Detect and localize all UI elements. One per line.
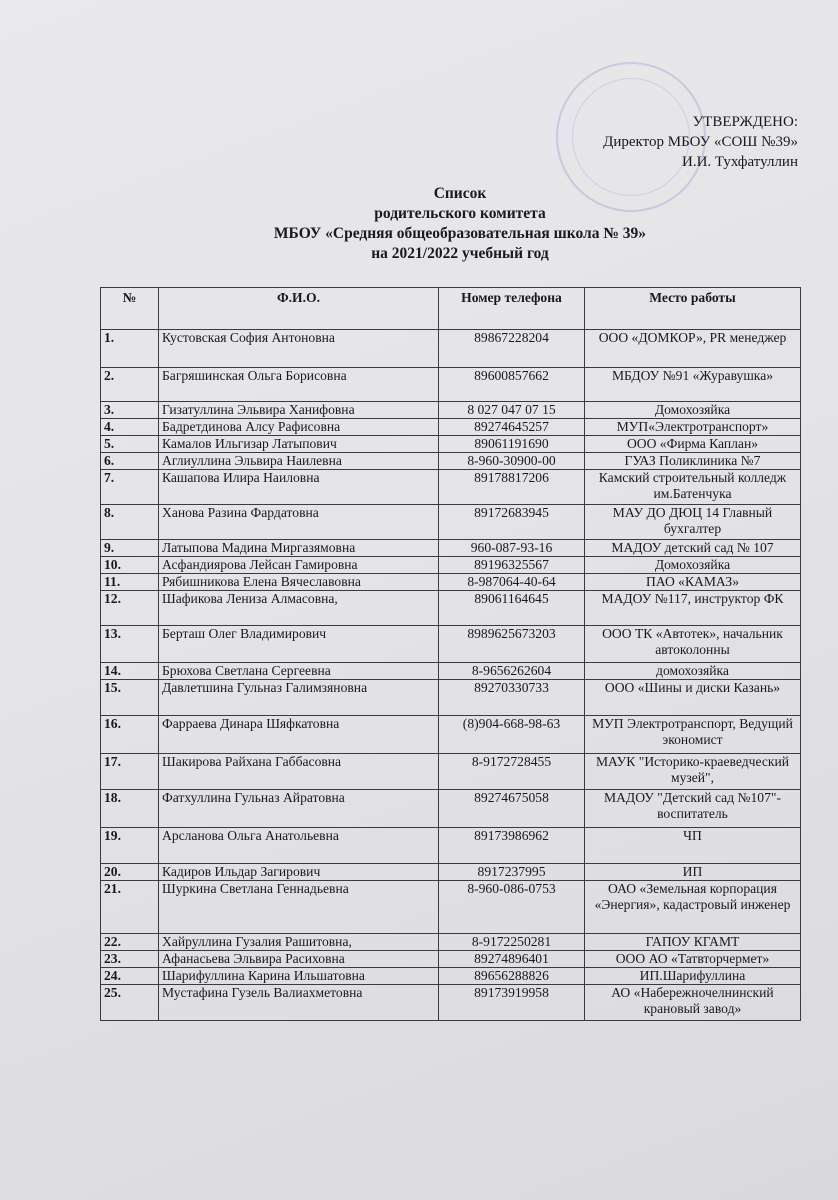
approval-position: Директор МБОУ «СОШ №39» <box>603 134 798 150</box>
row-number: 1. <box>101 330 159 368</box>
row-number: 6. <box>101 453 159 470</box>
title-line-2: родительского комитета <box>374 205 546 222</box>
row-number: 3. <box>101 402 159 419</box>
table-row <box>101 754 801 790</box>
row-workplace: МАУ ДО ДЮЦ 14 Главный бухгалтер <box>585 505 801 540</box>
header-phone: Номер телефона <box>439 288 585 330</box>
row-number: 8. <box>101 505 159 540</box>
row-number: 17. <box>101 754 159 790</box>
row-name: Шакирова Райхана Габбасовна <box>159 754 439 790</box>
row-name: Бадретдинова Алсу Рафисовна <box>159 419 439 436</box>
table-row <box>101 591 801 626</box>
row-number: 16. <box>101 716 159 754</box>
row-name: Давлетшина Гульназ Галимзяновна <box>159 680 439 716</box>
row-workplace: МУП Электротранспорт, Ведущий экономист <box>585 716 801 754</box>
row-name: Аглиуллина Эльвира Наилевна <box>159 453 439 470</box>
row-phone: 89270330733 <box>439 680 585 716</box>
row-number: 11. <box>101 574 159 591</box>
row-name: Берташ Олег Владимирович <box>159 626 439 663</box>
row-phone: 89867228204 <box>439 330 585 368</box>
table-row <box>101 574 801 591</box>
row-number: 12. <box>101 591 159 626</box>
row-workplace: ГАПОУ КГАМТ <box>585 934 801 951</box>
row-workplace: ООО АО «Татвторчермет» <box>585 951 801 968</box>
table-row <box>101 505 801 540</box>
row-number: 21. <box>101 881 159 934</box>
row-phone: (8)904-668-98-63 <box>439 716 585 754</box>
row-name: Фарраева Динара Шяфкатовна <box>159 716 439 754</box>
table-row <box>101 453 801 470</box>
row-phone: 89173919958 <box>439 985 585 1021</box>
row-phone: 8-987064-40-64 <box>439 574 585 591</box>
row-workplace: Камский строительный колледж им.Батенчука <box>585 470 801 505</box>
row-name: Арсланова Ольга Анатольевна <box>159 828 439 864</box>
row-phone: 89196325567 <box>439 557 585 574</box>
header-name: Ф.И.О. <box>159 288 439 330</box>
row-number: 15. <box>101 680 159 716</box>
row-name: Брюхова Светлана Сергеевна <box>159 663 439 680</box>
row-workplace: МАДОУ №117, инструктор ФК <box>585 591 801 626</box>
committee-table <box>100 287 801 1021</box>
table-row <box>101 663 801 680</box>
table-row <box>101 330 801 368</box>
table-row <box>101 968 801 985</box>
approval-signatory: И.И. Тухфатуллин <box>682 154 798 170</box>
table-row <box>101 680 801 716</box>
title-line-1: Список <box>433 185 487 202</box>
table-row <box>101 716 801 754</box>
row-name: Кустовская София Антоновна <box>159 330 439 368</box>
row-name: Мустафина Гузель Валиахметовна <box>159 985 439 1021</box>
row-name: Асфандиярова Лейсан Гамировна <box>159 557 439 574</box>
row-workplace: ОАО «Земельная корпорация «Энергия», кадастровый инженер <box>585 881 801 934</box>
table-row <box>101 864 801 881</box>
row-workplace: домохозяйка <box>585 663 801 680</box>
row-number: 18. <box>101 790 159 828</box>
table-row <box>101 790 801 828</box>
row-number: 14. <box>101 663 159 680</box>
table-body <box>101 330 801 1021</box>
row-number: 20. <box>101 864 159 881</box>
row-name: Шуркина Светлана Геннадьевна <box>159 881 439 934</box>
row-phone: 89274675058 <box>439 790 585 828</box>
row-number: 4. <box>101 419 159 436</box>
row-phone: 89274896401 <box>439 951 585 968</box>
row-workplace: МБДОУ №91 «Журавушка» <box>585 368 801 402</box>
row-phone: 89173986962 <box>439 828 585 864</box>
table-row <box>101 436 801 453</box>
row-workplace: ИП <box>585 864 801 881</box>
table-row <box>101 470 801 505</box>
row-workplace: АО «Набережночелнинский крановый завод» <box>585 985 801 1021</box>
row-number: 5. <box>101 436 159 453</box>
row-workplace: МАДОУ "Детский сад №107"-воспитатель <box>585 790 801 828</box>
row-phone: 89061191690 <box>439 436 585 453</box>
row-number: 23. <box>101 951 159 968</box>
header-workplace: Место работы <box>585 288 801 330</box>
title-line-3: МБОУ «Средняя общеобразовательная школа № 39» <box>273 225 647 242</box>
table-row <box>101 368 801 402</box>
row-name: Камалов Ильгизар Латыпович <box>159 436 439 453</box>
row-phone: 89656288826 <box>439 968 585 985</box>
row-name: Кадиров Ильдар Загирович <box>159 864 439 881</box>
row-name: Афанасьева Эльвира Расиховна <box>159 951 439 968</box>
document-title <box>180 184 740 264</box>
table-row <box>101 951 801 968</box>
row-phone: 8 027 047 07 15 <box>439 402 585 419</box>
row-number: 19. <box>101 828 159 864</box>
title-line-4: на 2021/2022 учебный год <box>371 245 549 262</box>
approval-block <box>603 112 798 172</box>
table-row <box>101 540 801 557</box>
row-phone: 8-9656262604 <box>439 663 585 680</box>
row-number: 13. <box>101 626 159 663</box>
row-phone: 8-9172250281 <box>439 934 585 951</box>
row-name: Кашапова Илира Наиловна <box>159 470 439 505</box>
row-number: 7. <box>101 470 159 505</box>
table-header-row <box>101 288 801 330</box>
row-workplace: МАДОУ детский сад № 107 <box>585 540 801 557</box>
row-phone: 8-960-30900-00 <box>439 453 585 470</box>
row-workplace: ООО «Фирма Каплан» <box>585 436 801 453</box>
row-workplace: Домохозяйка <box>585 402 801 419</box>
row-workplace: ООО «ДОМКОР», PR менеджер <box>585 330 801 368</box>
table-row <box>101 828 801 864</box>
row-phone: 8989625673203 <box>439 626 585 663</box>
row-name: Латыпова Мадина Миргазямовна <box>159 540 439 557</box>
row-workplace: ЧП <box>585 828 801 864</box>
row-workplace: ГУАЗ Поликлиника №7 <box>585 453 801 470</box>
row-workplace: ООО «Шины и диски Казань» <box>585 680 801 716</box>
row-number: 25. <box>101 985 159 1021</box>
table-row <box>101 419 801 436</box>
table-row <box>101 402 801 419</box>
row-phone: 89061164645 <box>439 591 585 626</box>
row-number: 22. <box>101 934 159 951</box>
row-name: Рябишникова Елена Вячеславовна <box>159 574 439 591</box>
table-row <box>101 626 801 663</box>
row-name: Гизатуллина Эльвира Ханифовна <box>159 402 439 419</box>
row-workplace: ПАО «КАМАЗ» <box>585 574 801 591</box>
table-row <box>101 985 801 1021</box>
row-number: 10. <box>101 557 159 574</box>
row-name: Шафикова Лениза Алмасовна, <box>159 591 439 626</box>
approval-heading: УТВЕРЖДЕНО: <box>692 114 798 130</box>
row-phone: 8-9172728455 <box>439 754 585 790</box>
row-name: Ханова Разина Фардатовна <box>159 505 439 540</box>
row-name: Багряшинская Ольга Борисовна <box>159 368 439 402</box>
table-row <box>101 881 801 934</box>
row-workplace: МУП«Электротранспорт» <box>585 419 801 436</box>
row-number: 2. <box>101 368 159 402</box>
row-phone: 960-087-93-16 <box>439 540 585 557</box>
row-name: Шарифуллина Карина Ильшатовна <box>159 968 439 985</box>
row-name: Фатхуллина Гульназ Айратовна <box>159 790 439 828</box>
table-row <box>101 934 801 951</box>
row-workplace: ИП.Шарифуллина <box>585 968 801 985</box>
row-number: 24. <box>101 968 159 985</box>
row-phone: 89600857662 <box>439 368 585 402</box>
row-phone: 8-960-086-0753 <box>439 881 585 934</box>
row-workplace: ООО ТК «Автотек», начальник автоколонны <box>585 626 801 663</box>
header-number: № <box>101 288 159 330</box>
row-phone: 89178817206 <box>439 470 585 505</box>
row-number: 9. <box>101 540 159 557</box>
row-phone: 89274645257 <box>439 419 585 436</box>
row-name: Хайруллина Гузалия Рашитовна, <box>159 934 439 951</box>
row-phone: 8917237995 <box>439 864 585 881</box>
row-workplace: МАУК "Историко-краеведческий музей", <box>585 754 801 790</box>
table-row <box>101 557 801 574</box>
row-phone: 89172683945 <box>439 505 585 540</box>
row-workplace: Домохозяйка <box>585 557 801 574</box>
